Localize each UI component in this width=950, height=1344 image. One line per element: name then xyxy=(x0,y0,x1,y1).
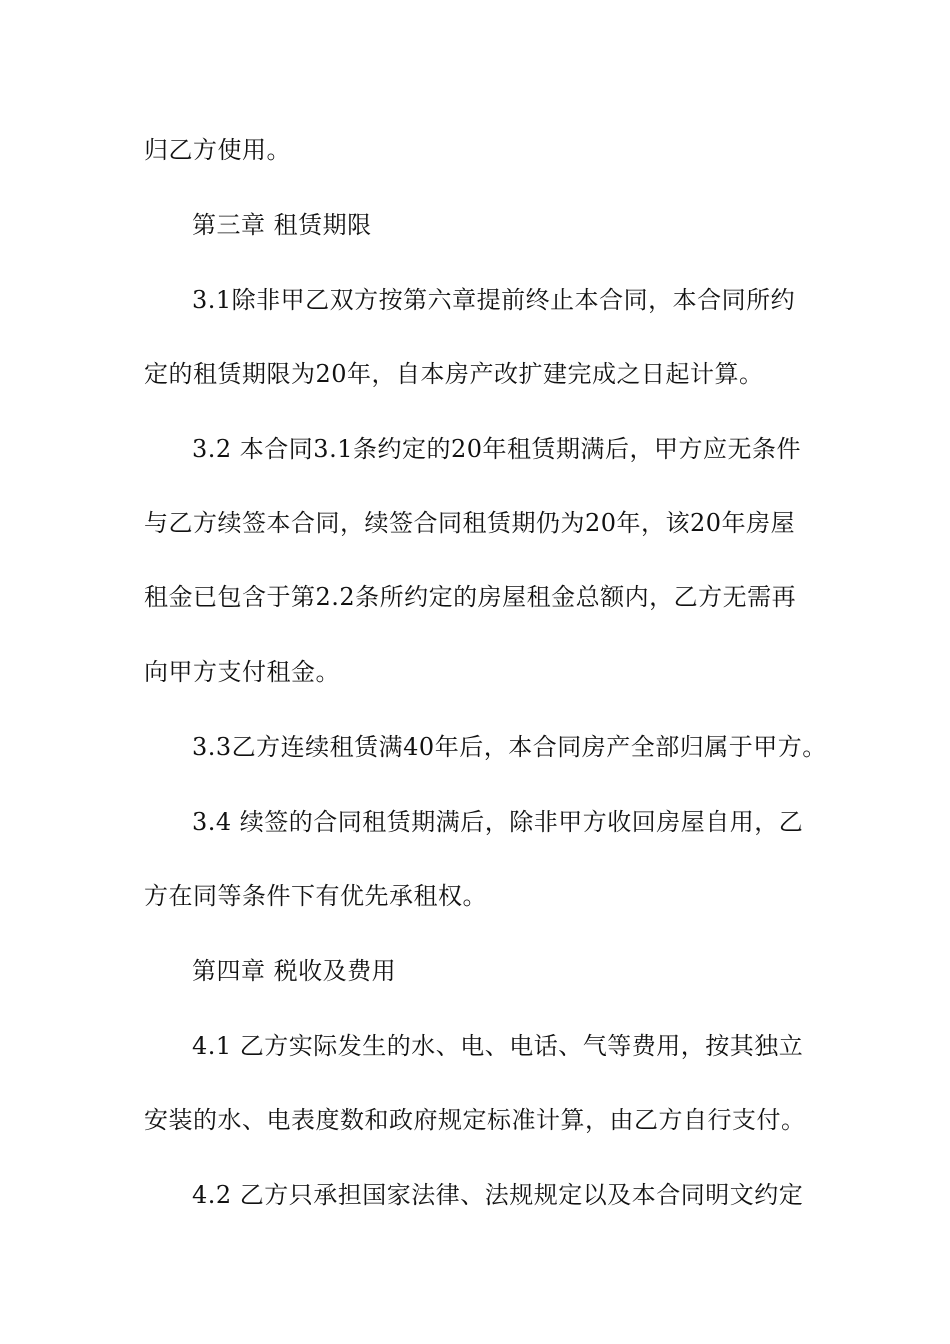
text-line: 4.2 乙方只承担国家法律、法规规定以及本合同明文约定 xyxy=(192,1181,804,1209)
chapter-heading: 第四章 税收及费用 xyxy=(192,957,397,985)
text-line: 定的租赁期限为20年，自本房产改扩建完成之日起计算。 xyxy=(144,360,764,388)
text-line: 与乙方续签本合同，续签合同租赁期仍为20年，该20年房屋 xyxy=(144,509,796,537)
text-line: 归乙方使用。 xyxy=(144,136,291,164)
chapter-heading: 第三章 租赁期限 xyxy=(192,211,372,239)
text-line: 3.2 本合同3.1条约定的20年租赁期满后，甲方应无条件 xyxy=(192,435,802,463)
text-line: 向甲方支付租金。 xyxy=(144,658,340,686)
text-line: 3.3乙方连续租赁满40年后，本合同房产全部归属于甲方。 xyxy=(192,733,827,761)
text-line: 3.1除非甲乙双方按第六章提前终止本合同，本合同所约 xyxy=(192,286,796,314)
text-line: 租金已包含于第2.2条所约定的房屋租金总额内，乙方无需再 xyxy=(144,583,797,611)
text-line: 安装的水、电表度数和政府规定标准计算，由乙方自行支付。 xyxy=(144,1106,806,1134)
text-line: 3.4 续签的合同租赁期满后，除非甲方收回房屋自用，乙 xyxy=(192,808,804,836)
text-line: 方在同等条件下有优先承租权。 xyxy=(144,882,487,910)
text-line: 4.1 乙方实际发生的水、电、电话、气等费用，按其独立 xyxy=(192,1032,804,1060)
